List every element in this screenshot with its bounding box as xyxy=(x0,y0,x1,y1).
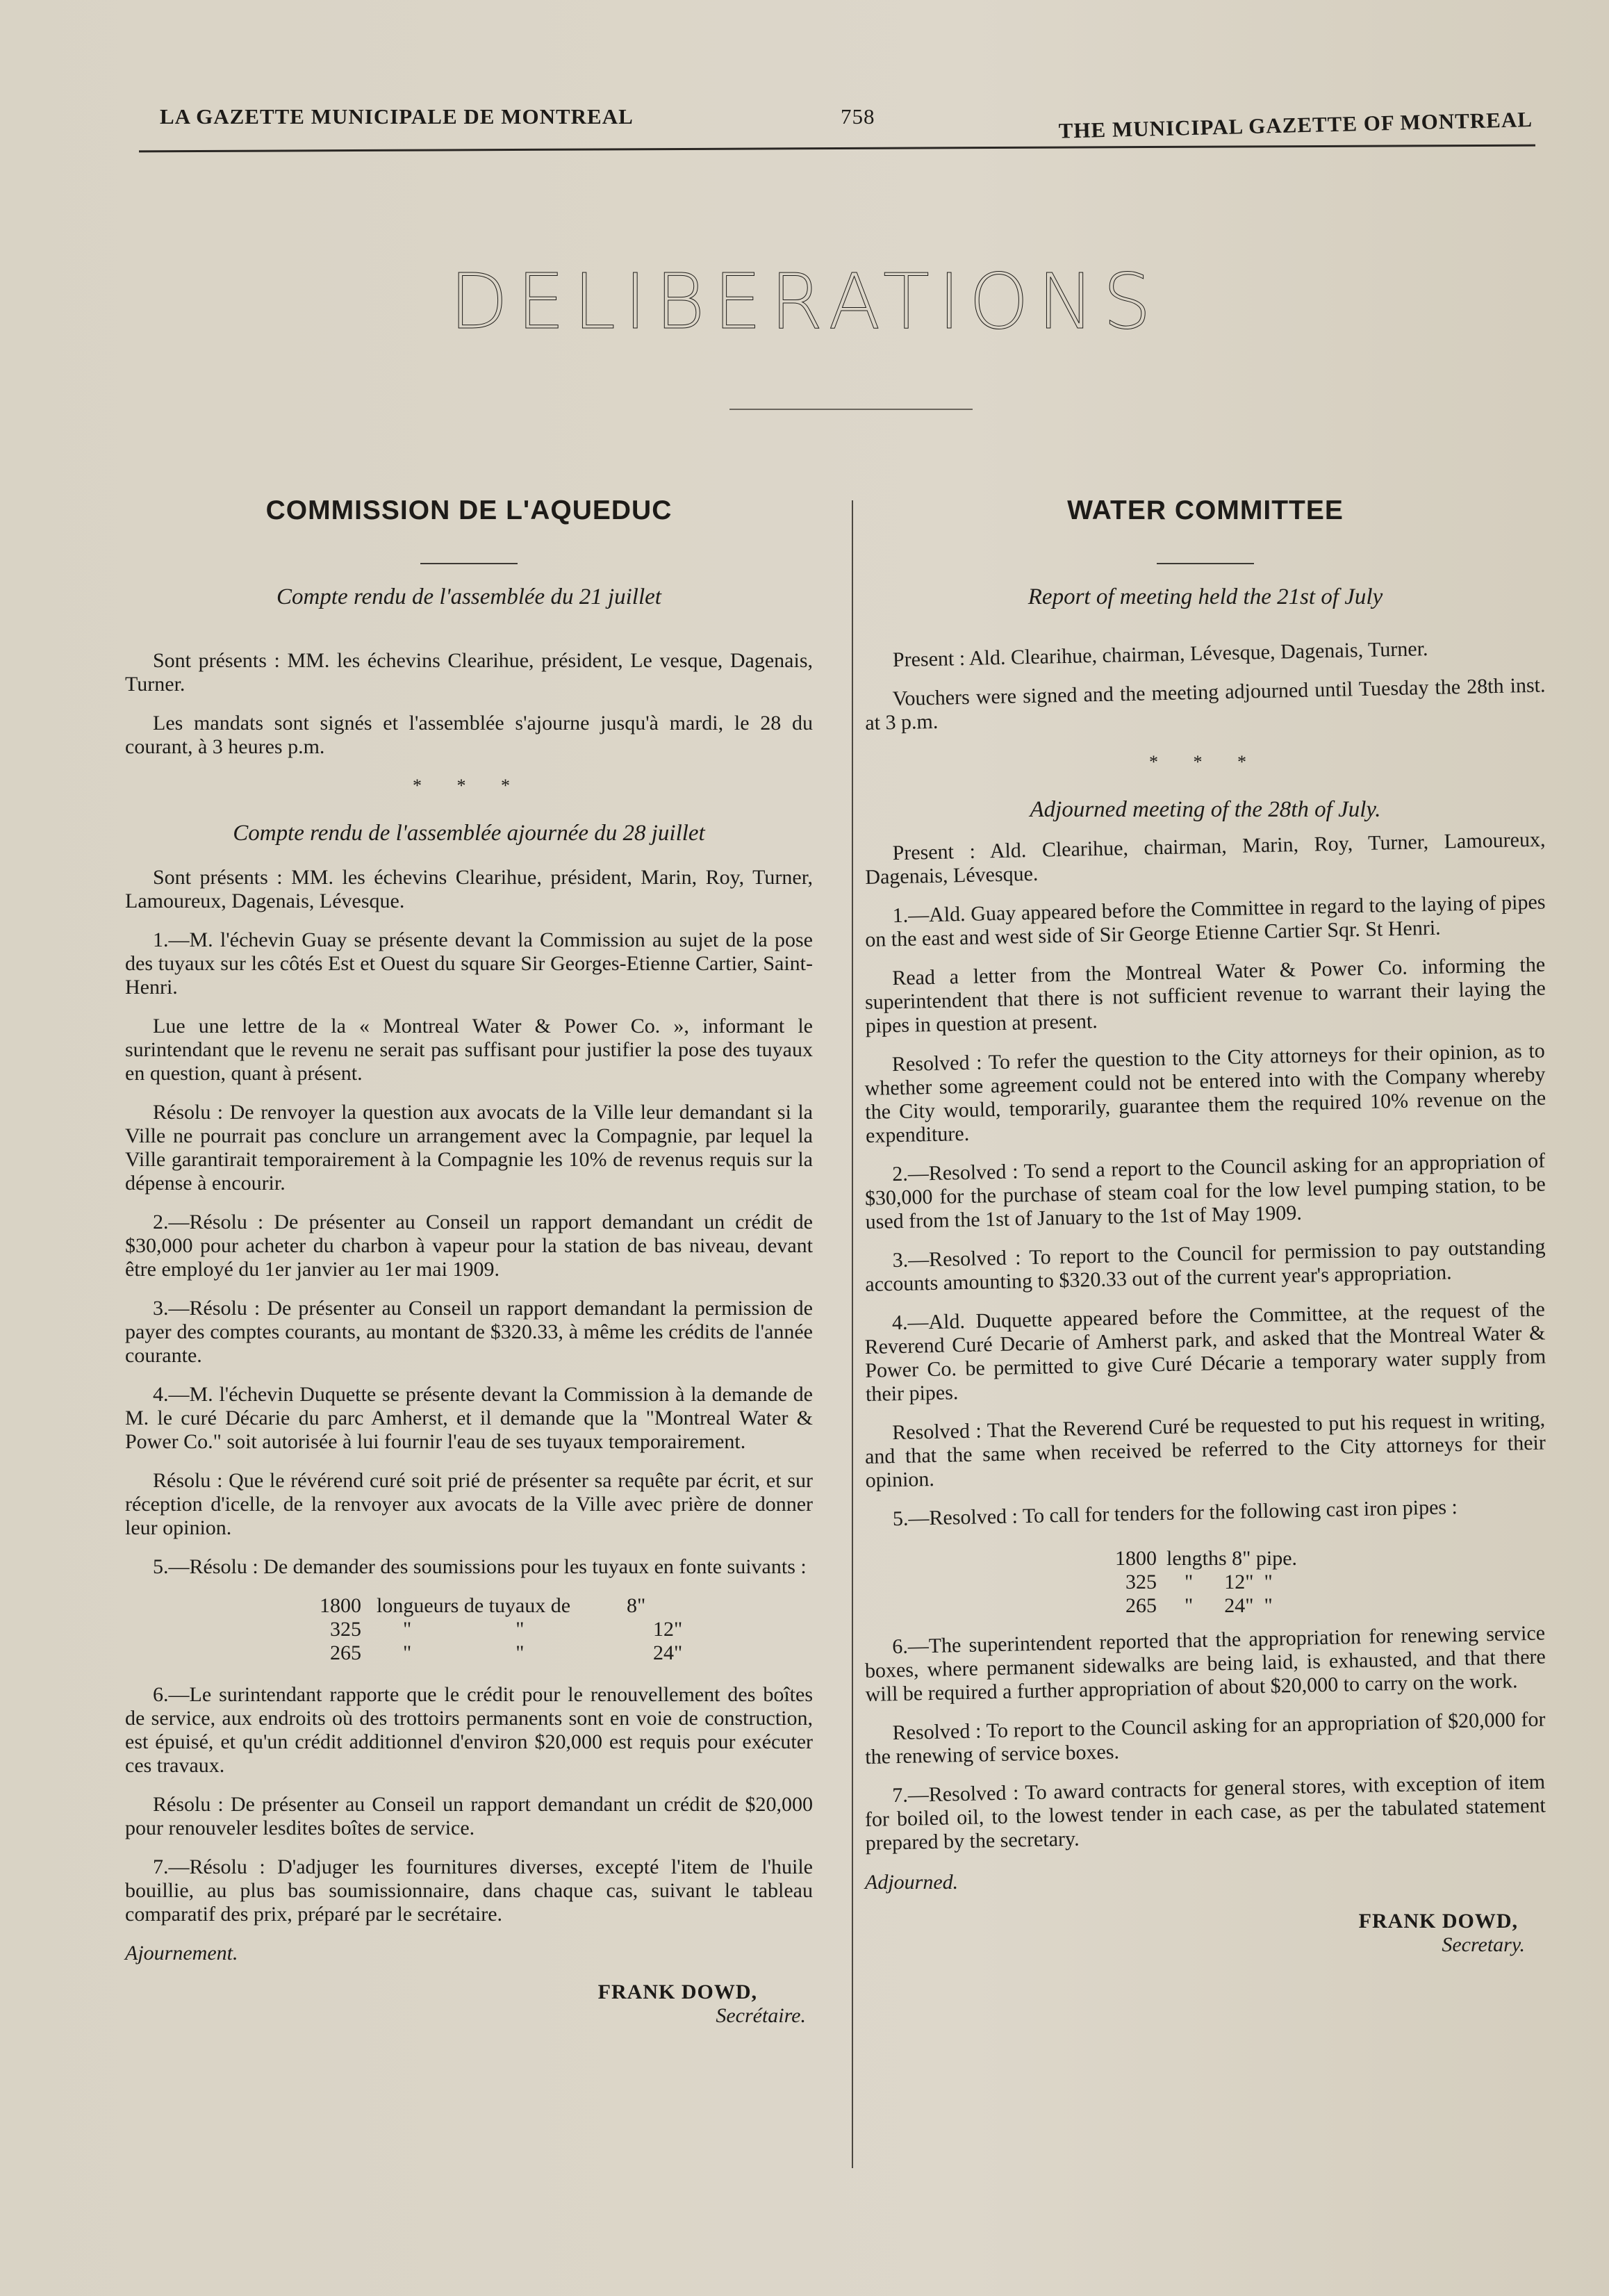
french-signature-role: Secrétaire. xyxy=(716,2004,806,2027)
english-pipe-row xyxy=(865,1571,1546,1594)
header-right: THE MUNICIPAL GAZETTE OF MONTREAL xyxy=(1057,107,1533,143)
pipe-qty: 265 xyxy=(330,1641,361,1664)
english-p10: Resolved : That the Reverend Curé be requested to put his request in writing, and that the same when received be referred to the City attorneys for their opinion. xyxy=(864,1407,1546,1492)
french-adjourn: Ajournement. xyxy=(125,1942,238,1965)
pipe-size: 8" xyxy=(627,1594,646,1617)
french-p1: Sont présents : MM. les échevins Clearihue, président, Le vesque, Dagenais, Turner. xyxy=(125,649,813,696)
english-p13: Resolved : To report to the Council asking for an appropriation of $20,000 for the renewing of service boxes. xyxy=(865,1707,1546,1769)
page-number: 758 xyxy=(841,104,875,129)
column-divider xyxy=(852,500,853,2168)
english-pipe-table xyxy=(865,1547,1546,1618)
french-heading-rule xyxy=(420,563,518,564)
english-pipe-row xyxy=(865,1594,1546,1618)
pipe-size: 24" xyxy=(653,1641,683,1664)
french-pipe-table xyxy=(125,1594,813,1665)
pipe-qty: 325 xyxy=(1125,1571,1157,1593)
french-stars: * * * xyxy=(413,776,525,796)
pipe-desc: " 12" " xyxy=(1185,1571,1273,1593)
french-p4: 1.—M. l'échevin Guay se présente devant la Commission au sujet de la pose des tuyaux sur les côtés Est et Ouest du square Sir Georges-Etienne Cartier, Saint-Henri. xyxy=(125,928,813,999)
french-p13: Résolu : De présenter au Conseil un rapport demandant un crédit de $20,000 pour renouveler lesdites boîtes de service. xyxy=(125,1793,813,1839)
french-p5: Lue une lettre de la « Montreal Water & Power Co. », informant le surintendant que le revenu ne serait pas suffisant pour justifier la pose des tuyaux en question, quant à présent. xyxy=(125,1015,813,1085)
english-signature: FRANK DOWD, xyxy=(1358,1910,1518,1933)
french-subtitle-1: Compte rendu de l'assemblée du 21 juillet xyxy=(277,584,661,609)
french-p8: 3.—Résolu : De présenter au Conseil un rapport demandant la permission de payer des comptes courants, au montant de $320.33, à même les crédits de l'année courante. xyxy=(125,1297,813,1367)
pipe-qty: 265 xyxy=(1125,1594,1157,1617)
english-signature-role: Secretary. xyxy=(1442,1933,1525,1956)
french-p14: 7.—Résolu : D'adjuger les fournitures diverses, excepté l'item de l'huile bouillie, au plus bas soumissionnaire, dans chaque cas, suivant le tableau comparatif des prix, préparé par le secrétaire. xyxy=(125,1855,813,1926)
french-p10: Résolu : Que le révérend curé soit prié de présenter sa requête par écrit, et sur réception d'icelle, de la renvoyer aux avocats de la Ville avec prière de donner leur opinion. xyxy=(125,1469,813,1539)
english-p7: 2.—Resolved : To send a report to the Council asking for an appropriation of $30,000 for the purchase of steam coal for the low level pumping station, to be used from the 1st of January to the 1st of May 1909. xyxy=(864,1149,1546,1233)
pipe-qty: 1800 xyxy=(1115,1547,1157,1570)
french-pipe-row xyxy=(125,1641,813,1665)
pipe-desc: " 24" " xyxy=(1185,1594,1273,1617)
french-p11: 5.—Résolu : De demander des soumissions pour les tuyaux en fonte suivants : xyxy=(153,1555,807,1578)
english-p4: 1.—Ald. Guay appeared before the Committee in regard to the laying of pipes on the east and west side of Sir George Etienne Cartier Sqr. St Henri. xyxy=(865,890,1546,951)
french-p2: Les mandats sont signés et l'assemblée s'ajourne jusqu'à mardi, le 28 du courant, à 3 heures p.m. xyxy=(125,712,813,758)
english-pipe-row xyxy=(865,1547,1546,1571)
french-subtitle-2: Compte rendu de l'assemblée ajournée du 28 juillet xyxy=(233,821,705,846)
pipe-desc: lengths 8" pipe. xyxy=(1166,1547,1298,1570)
pipe-size: 12" xyxy=(653,1618,683,1641)
english-subtitle-2: Adjourned meeting of the 28th of July. xyxy=(1030,797,1381,822)
english-adjourn: Adjourned. xyxy=(865,1871,959,1894)
header-left: LA GAZETTE MUNICIPALE DE MONTREAL xyxy=(160,104,634,129)
pipe-qty: 1800 xyxy=(320,1594,361,1617)
english-subtitle-1: Report of meeting held the 21st of July xyxy=(1028,584,1383,609)
header-rule xyxy=(139,145,1535,153)
english-p14: 7.—Resolved : To award contracts for general stores, with exception of item for boiled oil, to the lowest tender in each case, as per the tabulated statement prepared by the secretary. xyxy=(864,1770,1546,1855)
title-rule xyxy=(729,409,973,410)
page-title: DELIBERATIONS xyxy=(449,257,1160,346)
english-p8: 3.—Resolved : To report to the Council for permission to pay outstanding accounts amounting to $320.33 out of the current year's appropriation. xyxy=(865,1235,1546,1296)
pipe-desc: longueurs de tuyaux de xyxy=(377,1594,571,1617)
french-pipe-row xyxy=(125,1594,813,1618)
english-column xyxy=(865,486,1546,1957)
french-p9: 4.—M. l'échevin Duquette se présente devant la Commission à la demande de M. le curé Décarie du parc Amherst, et il demande que la "Montreal Water & Power Co." soit autorisée à lui fournir l'eau de ses tuyaux temporairement. xyxy=(125,1383,813,1453)
french-p6: Résolu : De renvoyer la question aux avocats de la Ville leur demandant si la Ville ne pourrait pas conclure un arrangement avec la Compagnie, par lequel la Ville garantirait temporairement à la Compagnie les 10% de revenus requis sur la dépense à encourir. xyxy=(125,1101,813,1195)
english-p9: 4.—Ald. Duquette appeared before the Committee, at the request of the Reverend Curé Decarie of Amherst park, and asked that the Montreal Water & Power Co. be permitted to give Curé Décarie a temporary water supply from their pipes. xyxy=(864,1297,1546,1406)
french-p12: 6.—Le surintendant rapporte que le crédit pour le renouvellement des boîtes de service, aux endroits où des trottoirs permanents sont en voie de construction, est épuisé, et qu'un crédit additionnel d'environ $20,000 est requis pour exécuter ces travaux. xyxy=(125,1683,813,1777)
english-heading-rule xyxy=(1157,563,1254,564)
french-p3: Sont présents : MM. les échevins Clearihue, président, Marin, Roy, Turner, Lamoureux, Dagenais, Lévesque. xyxy=(125,866,813,912)
english-p1: Present : Ald. Clearihue, chairman, Lévesque, Dagenais, Turner. xyxy=(892,637,1428,672)
french-heading: COMMISSION DE L'AQUEDUC xyxy=(265,495,673,525)
english-p5: Read a letter from the Montreal Water & Power Co. informing the superintendent that there is not sufficient revenue to warrant their laying the pipes in question at present. xyxy=(864,953,1546,1038)
english-p11: 5.—Resolved : To call for tenders for the following cast iron pipes : xyxy=(892,1495,1458,1531)
english-p3: Present : Ald. Clearihue, chairman, Marin, Roy, Turner, Lamoureux, Dagenais, Lévesque. xyxy=(865,828,1546,889)
french-pipe-row xyxy=(125,1618,813,1641)
english-p2: Vouchers were signed and the meeting adjourned until Tuesday the 28th inst. at 3 p.m. xyxy=(865,673,1546,735)
english-p6: Resolved : To refer the question to the City attorneys for their opinion, as to whether some agreement could not be entered into with the Company whereby the City would, temporarily, guarantee them the required 10% revenue on the expenditure. xyxy=(864,1039,1546,1147)
french-p7: 2.—Résolu : De présenter au Conseil un rapport demandant un crédit de $30,000 pour acheter du charbon à vapeur pour la station de bas niveau, devant être employé du 1er janvier au 1er mai 1909. xyxy=(125,1211,813,1281)
pipe-desc: " " xyxy=(403,1618,525,1641)
french-column xyxy=(125,486,813,2028)
english-stars: * * * xyxy=(1149,752,1262,772)
french-signature: FRANK DOWD, xyxy=(597,1981,757,2003)
english-heading: WATER COMMITTEE xyxy=(1067,495,1344,525)
pipe-qty: 325 xyxy=(330,1618,361,1641)
pipe-desc: " " xyxy=(403,1641,525,1664)
english-p12: 6.—The superintendent reported that the appropriation for renewing service boxes, where permanent sidewalks are being laid, is exhausted, and that there will be required a further appropriation of about $20,000 to carry on the work. xyxy=(864,1621,1546,1706)
